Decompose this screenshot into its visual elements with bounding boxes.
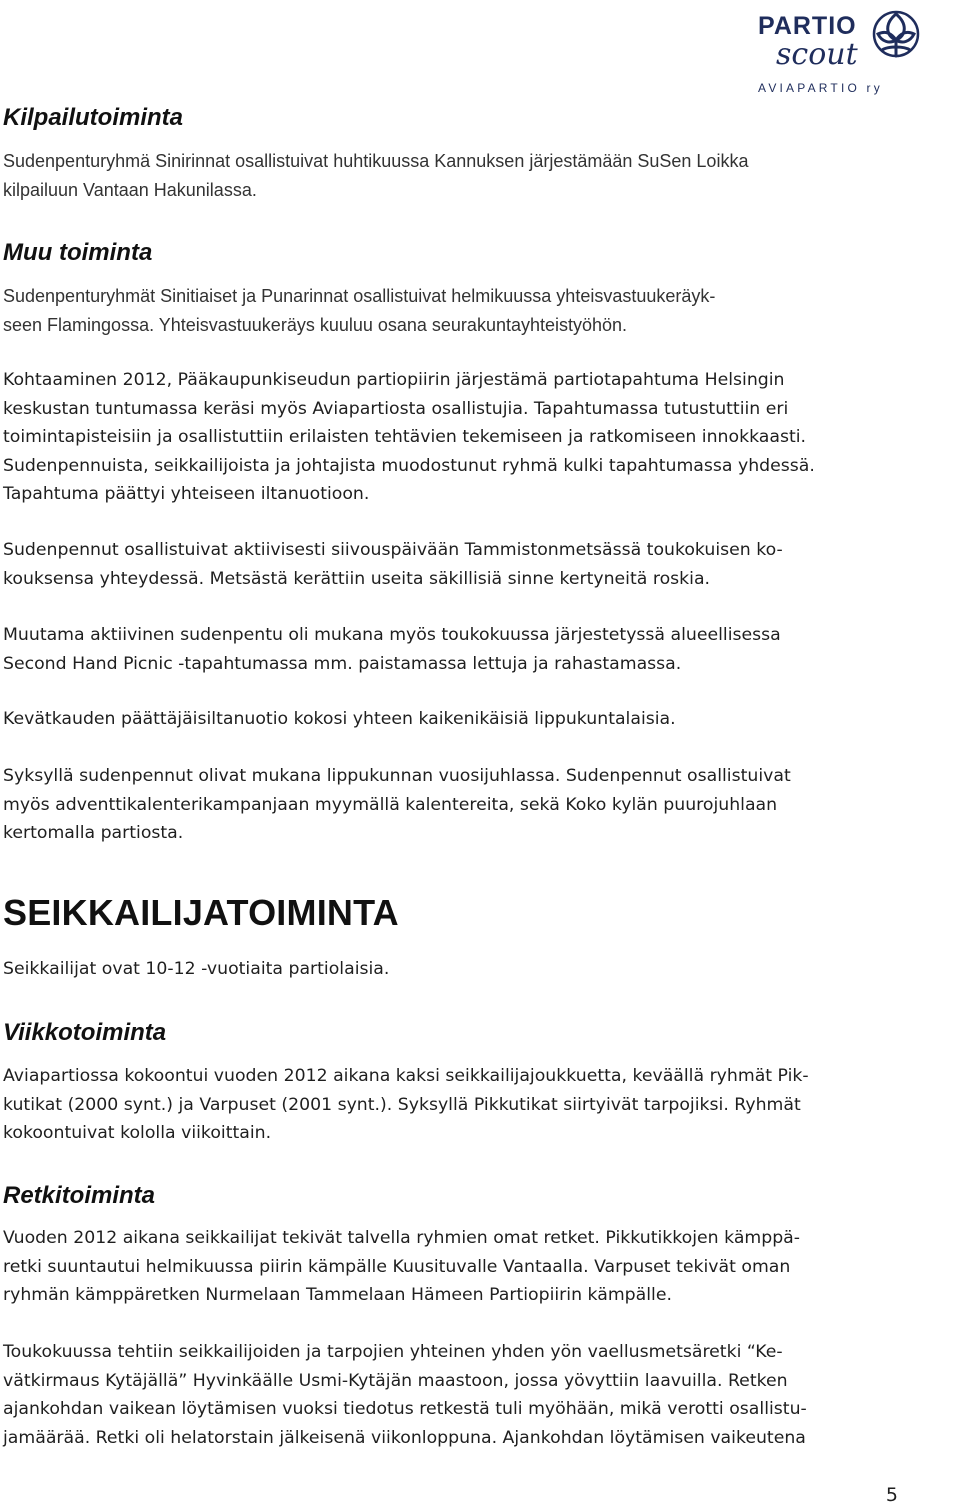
heading-muu-toiminta: Muu toiminta [3, 239, 153, 266]
paragraph-muu-5 [3, 705, 903, 734]
text-line: Syksyllä sudenpennut olivat mukana lippukunnan vuosijuhlassa. Sudenpennut osallistuivat [3, 766, 791, 786]
paragraph-seikkailija-intro [3, 955, 903, 984]
text-line: Sudenpenturyhmät Sinitiaiset ja Punarinnat osallistuivat helmikuussa yhteisvastuukeräyk- [3, 286, 716, 306]
paragraph-muu-6 [3, 762, 903, 848]
text-line: seen Flamingossa. Yhteisvastuukeräys kuuluu osana seurakuntayhteistyöhön. [3, 314, 628, 335]
paragraph-muu-2 [3, 366, 903, 509]
heading-retkitoiminta: Retkitoiminta [3, 1182, 156, 1209]
text-line: ryhmän kämppäretken Nurmelaan Tammelaan Hämeen Partiopiirin kämpälle. [3, 1285, 672, 1306]
paragraph-kilpailu [3, 147, 903, 204]
text-line: Vuoden 2012 aikana seikkailijat tekivät talvella ryhmien omat retket. Pikkutikkojen kämppä- [3, 1228, 801, 1248]
text-line: kouksensa yhteydessä. Metsästä kerättiin useita säkillisiä sinne kertyneitä roskia. [3, 568, 711, 589]
paragraph-muu-4 [3, 621, 903, 678]
text-line: myös adventtikalenterikampanjaan myymällä kalentereita, sekä Koko kylän puurojuhlaan [3, 794, 778, 815]
text-line: Sudenpennuista, seikkailijoista ja johtajista muodostunut ryhmä kulki tapahtumassa yhdessä. [3, 455, 815, 476]
paragraph-retki-1 [3, 1224, 903, 1310]
text-line: kokoontuivat kololla viikoittain. [3, 1123, 272, 1144]
heading-kilpailutoiminta: Kilpailutoiminta [3, 104, 183, 131]
text-line: kutikat (2000 synt.) ja Varpuset (2001 synt.). Syksyllä Pikkutikat siirtyivät tarpojiksi. Ryhmät [3, 1094, 801, 1115]
text-line: kertomalla partiosta. [3, 823, 184, 844]
partio-scout-logo [756, 4, 926, 96]
text-line: retki suuntautui helmikuussa piirin kämpälle Kuusituvalle Vantaalla. Varpuset tekivät oman [3, 1256, 791, 1277]
text-line: jamäärää. Retki oli helatorstain jälkeisenä viikonloppuna. Ajankohdan löytämisen vaikeutena [3, 1427, 806, 1448]
text-line: vätkirmaus Kytäjällä” Hyvinkäälle Usmi-Kytäjän maastoon, jossa yövyttiin laavuilla. Retken [3, 1370, 788, 1391]
paragraph-muu-1 [3, 282, 903, 339]
text-line: ajankohdan vaikean löytämisen vuoksi tiedotus retkestä tuli myöhään, mikä verotti osallistu- [3, 1399, 807, 1420]
paragraph-muu-3 [3, 536, 903, 593]
lily-emblem-icon [874, 12, 918, 56]
logo-aviapartio-text: AVIAPARTIO ry [758, 81, 883, 95]
text-line: Toukokuussa tehtiin seikkailijoiden ja tarpojien yhteinen yhden yön vaellusmetsäretki “Ke- [3, 1342, 783, 1362]
logo-graphic [756, 4, 926, 96]
paragraph-retki-2 [3, 1338, 903, 1452]
text-line: Aviapartiossa kokoontui vuoden 2012 aikana kaksi seikkailijajoukkuetta, keväällä ryhmät Pik- [3, 1066, 809, 1086]
logo-partio-text: PARTIO [758, 12, 857, 40]
text-line: toimintapisteisiin ja osallistuttiin erilaisten tehtävien tekemiseen ja ratkomiseen innokkaasti. [3, 427, 807, 448]
text-line: Kevätkauden päättäjäisiltanuotio kokosi yhteen kaikenikäisiä lippukuntalaisia. [3, 709, 676, 729]
text-line: Tapahtuma päättyi yhteiseen iltanuotioon. [3, 484, 370, 505]
page-number: 5 [885, 1484, 898, 1506]
text-line: keskustan tuntumassa keräsi myös Aviapartiosta osallistujia. Tapahtumassa tutustuttiin eri [3, 398, 789, 419]
text-line: Seikkailijat ovat 10-12 -vuotiaita partiolaisia. [3, 959, 390, 979]
heading-seikkailijatoiminta: SEIKKAILIJATOIMINTA [3, 892, 399, 933]
text-line: Muutama aktiivinen sudenpentu oli mukana myös toukokuussa järjestetyssä alueellisessa [3, 625, 781, 645]
heading-viikkotoiminta: Viikkotoiminta [3, 1019, 167, 1046]
text-line: Second Hand Picnic -tapahtumassa mm. paistamassa lettuja ja rahastamassa. [3, 653, 682, 674]
text-line: kilpailuun Vantaan Hakunilassa. [3, 179, 257, 200]
logo-scout-text: scout [776, 37, 858, 72]
text-line: Sudenpennut osallistuivat aktiivisesti siivouspäivään Tammistonmetsässä toukokuisen ko- [3, 540, 783, 560]
text-line: Kohtaaminen 2012, Pääkaupunkiseudun partiopiirin järjestämä partiotapahtuma Helsingin [3, 370, 785, 390]
paragraph-viikko [3, 1062, 903, 1148]
text-line: Sudenpenturyhmä Sinirinnat osallistuivat huhtikuussa Kannuksen järjestämään SuSen Loikka [3, 151, 749, 171]
